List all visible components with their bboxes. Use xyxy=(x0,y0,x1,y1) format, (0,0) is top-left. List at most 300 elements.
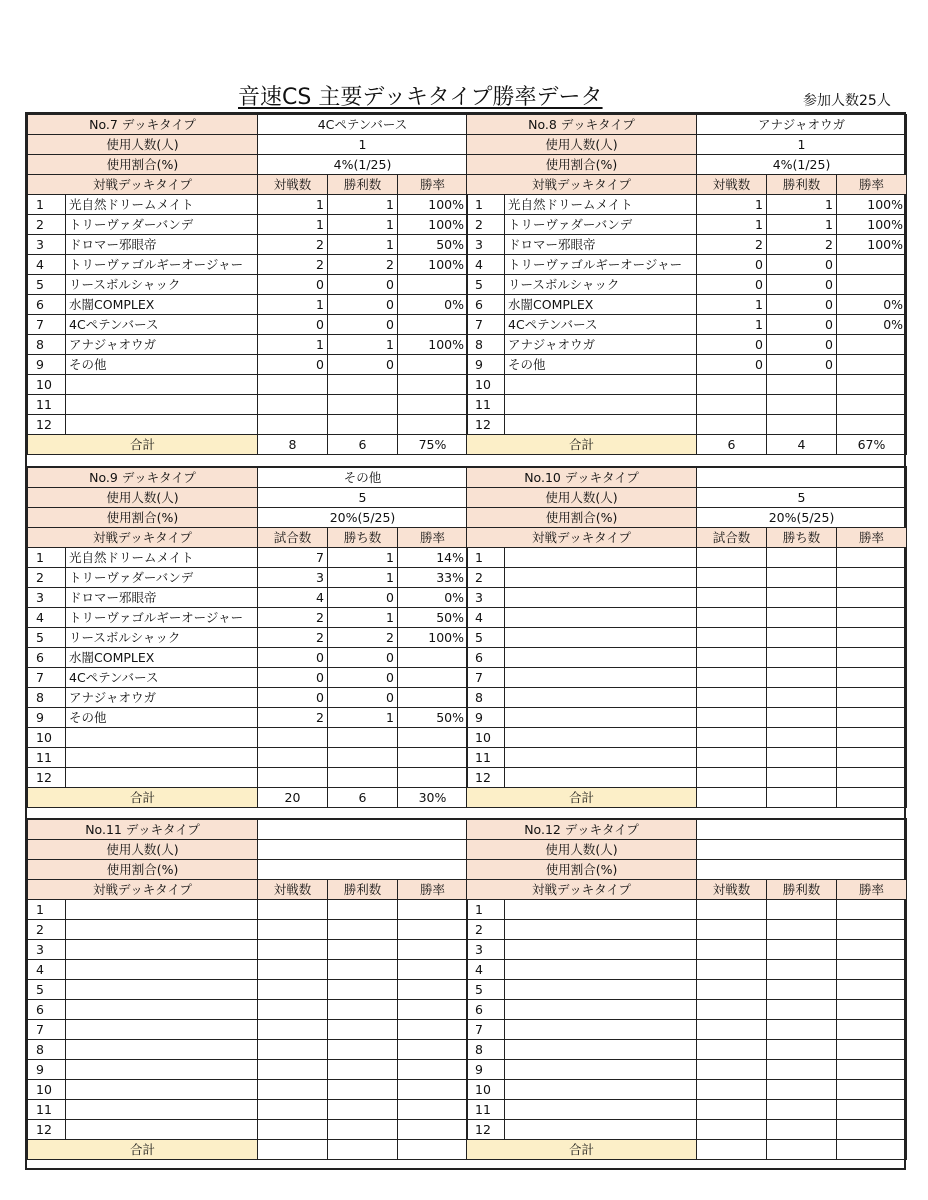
opponent-deck-name: その他 xyxy=(66,708,258,728)
winrate-value xyxy=(837,748,907,768)
games-value: 1 xyxy=(258,195,328,215)
deck-header-row xyxy=(28,819,468,840)
column-header-row xyxy=(467,880,907,900)
matchup-row xyxy=(28,588,468,608)
winrate-value xyxy=(837,1080,907,1100)
wins-value xyxy=(328,1100,398,1120)
matchup-row xyxy=(28,355,468,375)
matchup-row xyxy=(467,708,907,728)
wins-value xyxy=(767,1120,837,1140)
opponent-deck-name xyxy=(66,900,258,920)
total-wins xyxy=(767,1140,837,1160)
opponent-deck-name: トリーヴァダーバンデ xyxy=(66,568,258,588)
total-row xyxy=(28,788,468,808)
winrate-value xyxy=(398,668,468,688)
opponent-deck-name xyxy=(505,1040,697,1060)
opponent-deck-name xyxy=(505,768,697,788)
wins-header: 勝ち数 xyxy=(328,528,398,548)
wins-header: 勝利数 xyxy=(767,175,837,195)
games-value xyxy=(697,1040,767,1060)
winrate-value xyxy=(398,768,468,788)
winrate-value xyxy=(398,415,468,435)
matchup-row xyxy=(28,275,468,295)
wins-value xyxy=(328,728,398,748)
ratio-value: 20%(5/25) xyxy=(697,508,907,528)
games-value xyxy=(697,415,767,435)
wins-value: 0 xyxy=(767,295,837,315)
matchup-row xyxy=(467,920,907,940)
winrate-value xyxy=(837,608,907,628)
opponent-deck-name xyxy=(505,1060,697,1080)
winrate-value xyxy=(837,768,907,788)
games-value: 0 xyxy=(697,255,767,275)
deck-type-name xyxy=(697,819,907,840)
winrate-value xyxy=(398,1040,468,1060)
users-label: 使用人数(人) xyxy=(467,488,697,508)
ratio-row xyxy=(467,508,907,528)
deck-table xyxy=(466,466,907,808)
winrate-value xyxy=(837,920,907,940)
opponent-deck-name: トリーヴァダーバンデ xyxy=(505,215,697,235)
games-value xyxy=(258,1000,328,1020)
matchup-row xyxy=(28,548,468,568)
wins-value: 0 xyxy=(328,315,398,335)
deck-header-row xyxy=(28,467,468,488)
games-value xyxy=(697,980,767,1000)
wins-value: 1 xyxy=(328,568,398,588)
opponent-deck-name xyxy=(505,548,697,568)
games-value: 0 xyxy=(258,668,328,688)
matchup-row xyxy=(28,768,468,788)
wins-value: 1 xyxy=(328,708,398,728)
deck-type-name: 4Cペテンバース xyxy=(258,115,468,135)
wins-value xyxy=(328,415,398,435)
games-value xyxy=(258,960,328,980)
wins-value xyxy=(767,980,837,1000)
winrate-value xyxy=(837,1100,907,1120)
wins-value: 1 xyxy=(767,215,837,235)
matchup-row xyxy=(467,1000,907,1020)
games-value: 0 xyxy=(258,688,328,708)
opponent-deck-name: トリーヴァゴルギーオージャー xyxy=(66,255,258,275)
games-value xyxy=(697,1080,767,1100)
games-header: 対戦数 xyxy=(697,880,767,900)
winrate-value xyxy=(398,688,468,708)
winrate-value xyxy=(837,980,907,1000)
games-value xyxy=(697,588,767,608)
winrate-value xyxy=(837,548,907,568)
users-row xyxy=(28,488,468,508)
row-number: 8 xyxy=(467,688,505,708)
games-value xyxy=(258,980,328,1000)
opponent-deck-name xyxy=(505,900,697,920)
wins-value xyxy=(767,628,837,648)
matchup-row xyxy=(467,295,907,315)
row-number: 4 xyxy=(467,608,505,628)
wins-value xyxy=(328,1080,398,1100)
matchup-row xyxy=(28,395,468,415)
page-title: 音速CS 主要デッキタイプ勝率データ xyxy=(238,85,603,110)
winrate-value xyxy=(398,900,468,920)
total-winrate: 67% xyxy=(837,435,907,455)
total-games: 20 xyxy=(258,788,328,808)
winrate-value xyxy=(837,568,907,588)
games-value: 1 xyxy=(258,215,328,235)
matchup-row xyxy=(28,335,468,355)
wins-value: 0 xyxy=(328,588,398,608)
deck-table xyxy=(466,818,907,1160)
deck-number-label: No.8 デッキタイプ xyxy=(467,115,697,135)
opponent-deck-header: 対戦デッキタイプ xyxy=(28,880,258,900)
opponent-deck-name xyxy=(66,1000,258,1020)
total-games: 6 xyxy=(697,435,767,455)
wins-value: 1 xyxy=(328,548,398,568)
row-number: 10 xyxy=(28,375,66,395)
matchup-row xyxy=(28,648,468,668)
ratio-label: 使用割合(%) xyxy=(467,155,697,175)
winrate-value: 100% xyxy=(837,215,907,235)
winrate-value xyxy=(837,1060,907,1080)
matchup-row xyxy=(467,275,907,295)
games-value xyxy=(697,1120,767,1140)
users-row xyxy=(467,840,907,860)
row-number: 9 xyxy=(467,355,505,375)
games-value: 2 xyxy=(258,708,328,728)
row-number: 3 xyxy=(467,940,505,960)
wins-value: 0 xyxy=(767,355,837,375)
ratio-label: 使用割合(%) xyxy=(28,155,258,175)
matchup-row xyxy=(467,315,907,335)
row-number: 12 xyxy=(467,415,505,435)
row-number: 4 xyxy=(28,608,66,628)
opponent-deck-name xyxy=(66,1040,258,1060)
wins-value xyxy=(328,920,398,940)
total-label: 合計 xyxy=(28,1140,258,1160)
opponent-deck-header: 対戦デッキタイプ xyxy=(467,880,697,900)
wins-value xyxy=(767,395,837,415)
users-label: 使用人数(人) xyxy=(467,135,697,155)
matchup-row xyxy=(467,940,907,960)
winrate-value xyxy=(837,275,907,295)
total-games xyxy=(697,788,767,808)
games-value: 7 xyxy=(258,548,328,568)
total-row xyxy=(28,435,468,455)
row-number: 3 xyxy=(467,588,505,608)
opponent-deck-name xyxy=(505,395,697,415)
games-value: 1 xyxy=(258,295,328,315)
row-number: 10 xyxy=(467,375,505,395)
games-value xyxy=(697,920,767,940)
winrate-value xyxy=(837,355,907,375)
wins-value xyxy=(767,940,837,960)
winrate-value: 14% xyxy=(398,548,468,568)
winrate-header: 勝率 xyxy=(398,880,468,900)
deck-table xyxy=(27,818,468,1160)
games-value xyxy=(697,960,767,980)
games-value xyxy=(697,940,767,960)
total-winrate: 30% xyxy=(398,788,468,808)
wins-value xyxy=(328,940,398,960)
matchup-row xyxy=(28,1080,468,1100)
games-value xyxy=(258,1060,328,1080)
winrate-value: 100% xyxy=(398,628,468,648)
games-value: 2 xyxy=(697,235,767,255)
matchup-row xyxy=(467,1060,907,1080)
winrate-value xyxy=(398,275,468,295)
opponent-deck-name: その他 xyxy=(66,355,258,375)
row-number: 9 xyxy=(28,708,66,728)
row-number: 10 xyxy=(467,728,505,748)
matchup-row xyxy=(28,688,468,708)
deck-table xyxy=(27,466,468,808)
wins-value: 1 xyxy=(328,195,398,215)
opponent-deck-header: 対戦デッキタイプ xyxy=(467,528,697,548)
wins-value xyxy=(767,728,837,748)
total-label: 合計 xyxy=(467,788,697,808)
games-value xyxy=(697,648,767,668)
row-number: 2 xyxy=(467,215,505,235)
games-value xyxy=(258,375,328,395)
winrate-value xyxy=(398,1020,468,1040)
opponent-deck-name xyxy=(505,940,697,960)
opponent-deck-name xyxy=(66,980,258,1000)
games-value: 1 xyxy=(697,195,767,215)
games-value: 0 xyxy=(258,275,328,295)
games-value xyxy=(258,1080,328,1100)
row-number: 6 xyxy=(28,1000,66,1020)
row-number: 1 xyxy=(467,548,505,568)
opponent-deck-name xyxy=(505,1080,697,1100)
wins-value xyxy=(328,1040,398,1060)
wins-value xyxy=(328,768,398,788)
winrate-value xyxy=(398,728,468,748)
games-header: 対戦数 xyxy=(697,175,767,195)
ratio-row xyxy=(467,155,907,175)
matchup-row xyxy=(467,335,907,355)
matchup-row xyxy=(467,768,907,788)
wins-value xyxy=(767,608,837,628)
opponent-deck-name: 4Cペテンバース xyxy=(505,315,697,335)
wins-value xyxy=(328,960,398,980)
row-number: 2 xyxy=(28,920,66,940)
row-number: 1 xyxy=(28,900,66,920)
matchup-row xyxy=(28,980,468,1000)
opponent-deck-name: 光自然ドリームメイト xyxy=(505,195,697,215)
games-value: 2 xyxy=(258,235,328,255)
row-number: 9 xyxy=(467,708,505,728)
row-number: 4 xyxy=(467,960,505,980)
games-value xyxy=(697,628,767,648)
games-value: 1 xyxy=(697,215,767,235)
games-value xyxy=(697,548,767,568)
matchup-row xyxy=(28,315,468,335)
total-winrate xyxy=(837,788,907,808)
column-header-row xyxy=(467,175,907,195)
games-value xyxy=(258,768,328,788)
opponent-deck-name xyxy=(505,375,697,395)
opponent-deck-name: 水闇COMPLEX xyxy=(66,295,258,315)
ratio-row xyxy=(467,860,907,880)
opponent-deck-name: トリーヴァゴルギーオージャー xyxy=(505,255,697,275)
matchup-row xyxy=(467,415,907,435)
games-value xyxy=(697,395,767,415)
deck-type-name xyxy=(697,467,907,488)
wins-value: 0 xyxy=(767,315,837,335)
opponent-deck-name xyxy=(66,1060,258,1080)
total-row xyxy=(28,1140,468,1160)
winrate-value xyxy=(837,960,907,980)
winrate-value xyxy=(837,648,907,668)
row-number: 11 xyxy=(28,395,66,415)
row-number: 1 xyxy=(28,195,66,215)
users-value xyxy=(697,840,907,860)
row-number: 11 xyxy=(467,1100,505,1120)
matchup-row xyxy=(28,940,468,960)
matchup-row xyxy=(467,1080,907,1100)
row-number: 11 xyxy=(28,1100,66,1120)
deck-header-row xyxy=(28,115,468,135)
ratio-label: 使用割合(%) xyxy=(28,508,258,528)
games-value xyxy=(697,375,767,395)
matchup-row xyxy=(467,728,907,748)
total-row xyxy=(467,1140,907,1160)
opponent-deck-name xyxy=(505,688,697,708)
opponent-deck-name xyxy=(505,588,697,608)
row-number: 3 xyxy=(28,588,66,608)
opponent-deck-name: アナジャオウガ xyxy=(66,688,258,708)
games-value: 0 xyxy=(697,355,767,375)
users-value xyxy=(258,840,468,860)
row-number: 7 xyxy=(28,668,66,688)
winrate-value xyxy=(837,900,907,920)
opponent-deck-name xyxy=(66,1100,258,1120)
winrate-value xyxy=(837,255,907,275)
ratio-label: 使用割合(%) xyxy=(467,508,697,528)
games-value: 0 xyxy=(258,648,328,668)
matchup-row xyxy=(28,255,468,275)
wins-value xyxy=(767,1040,837,1060)
wins-value xyxy=(767,415,837,435)
users-label: 使用人数(人) xyxy=(28,840,258,860)
winrate-value xyxy=(837,668,907,688)
row-number: 7 xyxy=(28,1020,66,1040)
row-number: 10 xyxy=(28,728,66,748)
winrate-value xyxy=(398,1060,468,1080)
row-number: 9 xyxy=(467,1060,505,1080)
winrate-value xyxy=(837,688,907,708)
matchup-row xyxy=(28,1020,468,1040)
row-number: 12 xyxy=(28,1120,66,1140)
deck-header-row xyxy=(467,819,907,840)
games-value: 4 xyxy=(258,588,328,608)
wins-value: 0 xyxy=(767,275,837,295)
wins-value: 0 xyxy=(328,295,398,315)
games-value xyxy=(258,415,328,435)
opponent-deck-name xyxy=(66,768,258,788)
deck-panel-no10 xyxy=(466,466,906,808)
winrate-value xyxy=(837,628,907,648)
row-number: 2 xyxy=(28,215,66,235)
opponent-deck-name xyxy=(505,1000,697,1020)
row-number: 3 xyxy=(28,235,66,255)
games-value xyxy=(258,920,328,940)
row-number: 7 xyxy=(28,315,66,335)
matchup-row xyxy=(28,668,468,688)
opponent-deck-name xyxy=(505,608,697,628)
matchup-row xyxy=(467,568,907,588)
matchup-row xyxy=(467,395,907,415)
winrate-value xyxy=(398,648,468,668)
total-row xyxy=(467,788,907,808)
matchup-row xyxy=(467,980,907,1000)
total-wins xyxy=(767,788,837,808)
ratio-value: 20%(5/25) xyxy=(258,508,468,528)
winrate-value xyxy=(398,315,468,335)
wins-value: 1 xyxy=(328,215,398,235)
games-value: 0 xyxy=(258,315,328,335)
row-number: 4 xyxy=(28,255,66,275)
total-games xyxy=(697,1140,767,1160)
users-row xyxy=(28,840,468,860)
games-value xyxy=(258,1020,328,1040)
winrate-value xyxy=(837,1120,907,1140)
row-number: 11 xyxy=(467,395,505,415)
row-number: 12 xyxy=(467,768,505,788)
games-header: 対戦数 xyxy=(258,880,328,900)
row-number: 8 xyxy=(467,1040,505,1060)
wins-value xyxy=(328,1060,398,1080)
matchup-row xyxy=(467,648,907,668)
deck-number-label: No.10 デッキタイプ xyxy=(467,467,697,488)
opponent-deck-name: リースボルシャック xyxy=(505,275,697,295)
games-value: 0 xyxy=(258,355,328,375)
wins-value xyxy=(767,1100,837,1120)
total-winrate: 75% xyxy=(398,435,468,455)
winrate-value: 50% xyxy=(398,608,468,628)
wins-value xyxy=(328,1020,398,1040)
wins-header: 勝ち数 xyxy=(767,528,837,548)
winrate-value xyxy=(837,940,907,960)
row-number: 2 xyxy=(467,568,505,588)
users-value: 1 xyxy=(258,135,468,155)
games-value xyxy=(258,1120,328,1140)
row-number: 1 xyxy=(28,548,66,568)
row-number: 3 xyxy=(467,235,505,255)
winrate-header: 勝率 xyxy=(398,528,468,548)
deck-panel-no9 xyxy=(27,466,467,808)
deck-header-row xyxy=(467,467,907,488)
winrate-value xyxy=(398,980,468,1000)
winrate-value: 0% xyxy=(837,315,907,335)
wins-value xyxy=(328,1000,398,1020)
row-number: 3 xyxy=(28,940,66,960)
ratio-value: 4%(1/25) xyxy=(258,155,468,175)
winrate-value xyxy=(837,335,907,355)
ratio-label: 使用割合(%) xyxy=(467,860,697,880)
total-label: 合計 xyxy=(28,435,258,455)
users-label: 使用人数(人) xyxy=(28,488,258,508)
opponent-deck-name xyxy=(66,920,258,940)
opponent-deck-name xyxy=(66,395,258,415)
matchup-row xyxy=(28,1060,468,1080)
wins-value: 0 xyxy=(767,335,837,355)
opponent-deck-name xyxy=(505,728,697,748)
games-value xyxy=(697,1020,767,1040)
opponent-deck-name xyxy=(505,648,697,668)
wins-value xyxy=(767,960,837,980)
matchup-row xyxy=(467,1020,907,1040)
games-value xyxy=(697,708,767,728)
